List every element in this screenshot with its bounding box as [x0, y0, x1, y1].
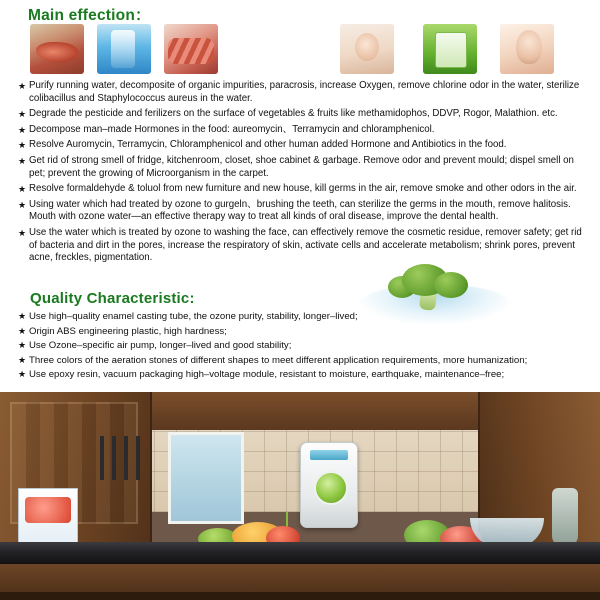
- list-item: [18, 227, 584, 265]
- star-icon: ★: [18, 354, 27, 365]
- list-item: [18, 354, 584, 368]
- quality-bullet-list: [18, 310, 584, 383]
- list-item-text: Three colors of the aeration stones of different shapes to meet different application requirements, more humanization;: [29, 354, 528, 366]
- thumb-woman-face: [500, 24, 554, 74]
- thumb-raw-meat-fish: [30, 24, 84, 74]
- list-item-text: Use high–quality enamel casting tube, the ozone purity, stability, longer–lived;: [29, 311, 358, 322]
- list-item-text: Use Ozone–specific air pump, longer–lived and good stability;: [29, 340, 292, 352]
- list-item-text: Use epoxy resin, vacuum packaging high–voltage module, resistant to moisture, earthquake, maintenance–free;: [29, 369, 505, 381]
- wall-poster: [18, 488, 78, 548]
- main-effection-heading: Main effection：: [28, 7, 151, 24]
- kitchen-window: [168, 432, 244, 524]
- star-icon: ★: [18, 369, 27, 380]
- star-icon: ★: [18, 124, 27, 135]
- effection-bullet-list: [18, 80, 584, 268]
- list-item-text: Decompose man–made Hormones in the food: aureomycin、Terramycin and chloramphenicol.: [29, 123, 435, 135]
- star-icon: ★: [18, 184, 27, 195]
- list-item: [18, 155, 584, 180]
- thumbnail-strip: [30, 24, 582, 74]
- ozone-generator-device: [300, 442, 358, 528]
- star-icon: ★: [18, 311, 27, 321]
- list-item: [18, 139, 584, 152]
- star-icon: ★: [18, 81, 27, 91]
- list-item: [18, 124, 584, 137]
- star-icon: ★: [18, 199, 27, 210]
- kitchen-photo: [0, 392, 600, 600]
- list-item: [18, 310, 584, 324]
- star-icon: ★: [18, 140, 27, 151]
- thumb-water-glass: [97, 24, 151, 74]
- star-icon: ★: [18, 325, 27, 336]
- thumb-baby: [340, 24, 394, 74]
- list-item-text: Origin ABS engineering plastic, high hardness;: [29, 325, 227, 337]
- list-item: [18, 368, 584, 382]
- list-item-text: Resolve formaldehyde & toluol from new furniture and new house, kill germs in the air, remove smoke and other odors in the air.: [29, 183, 577, 195]
- list-item-text: Degrade the pesticide and ferilizers on the surface of vegetables & fruits like methamidophos, DDVP, Rogor, Malathion. etc.: [29, 108, 558, 120]
- list-item: [18, 325, 584, 339]
- list-item: [18, 199, 584, 224]
- star-icon: ★: [18, 340, 27, 351]
- list-item-text: Get rid of strong smell of fridge, kitchenroom, closet, shoe cabinet & garbage. Remove odor and prevent mould; dispel smell on pet; prevent the growing of Microorganism in the carpet.: [29, 154, 574, 179]
- list-item: [18, 108, 584, 121]
- list-item-text: Resolve Auromycin, Terramycin, Chloramphenicol and other human added Hormone and Antibiotics in the food.: [29, 139, 507, 151]
- list-item-text: Purify running water, decomposite of organic impurities, paracrosis, increase Oxygen, remove chlorine odor in the water, sterilize colibacillus and Staphylococcus aureus in the water.: [29, 80, 580, 104]
- list-item: [18, 183, 584, 196]
- thumb-raw-pork: [164, 24, 218, 74]
- list-item-text: Using water which had treated by ozone to gurgeln、brushing the teeth, can sterilize the germs in the mouth, remove halitosis. Mouth with ozone water—an effective therapy way to treat all kinds of oral disease, improve the dental health.: [29, 198, 571, 223]
- device-knob-icon: [314, 471, 348, 505]
- quality-characteristic-heading: Quality Characteristic:: [30, 290, 195, 307]
- star-icon: ★: [18, 227, 27, 238]
- list-item: [18, 339, 584, 353]
- star-icon: ★: [18, 155, 27, 166]
- vase: [552, 488, 578, 546]
- utensils-icon: [96, 436, 154, 484]
- star-icon: ★: [18, 109, 27, 120]
- thumb-ozone-device: [423, 24, 477, 74]
- list-item-text: Use the water which is treated by ozone to washing the face, can effectively remove the cosmetic residue, remover safety; get rid of bacteria and dirt in the pores, increase the respiratory of skin, activate cells and accelerate metabolism; shrink pores, prevent acne, freckles, pigmentation.: [29, 226, 582, 264]
- list-item: [18, 80, 584, 105]
